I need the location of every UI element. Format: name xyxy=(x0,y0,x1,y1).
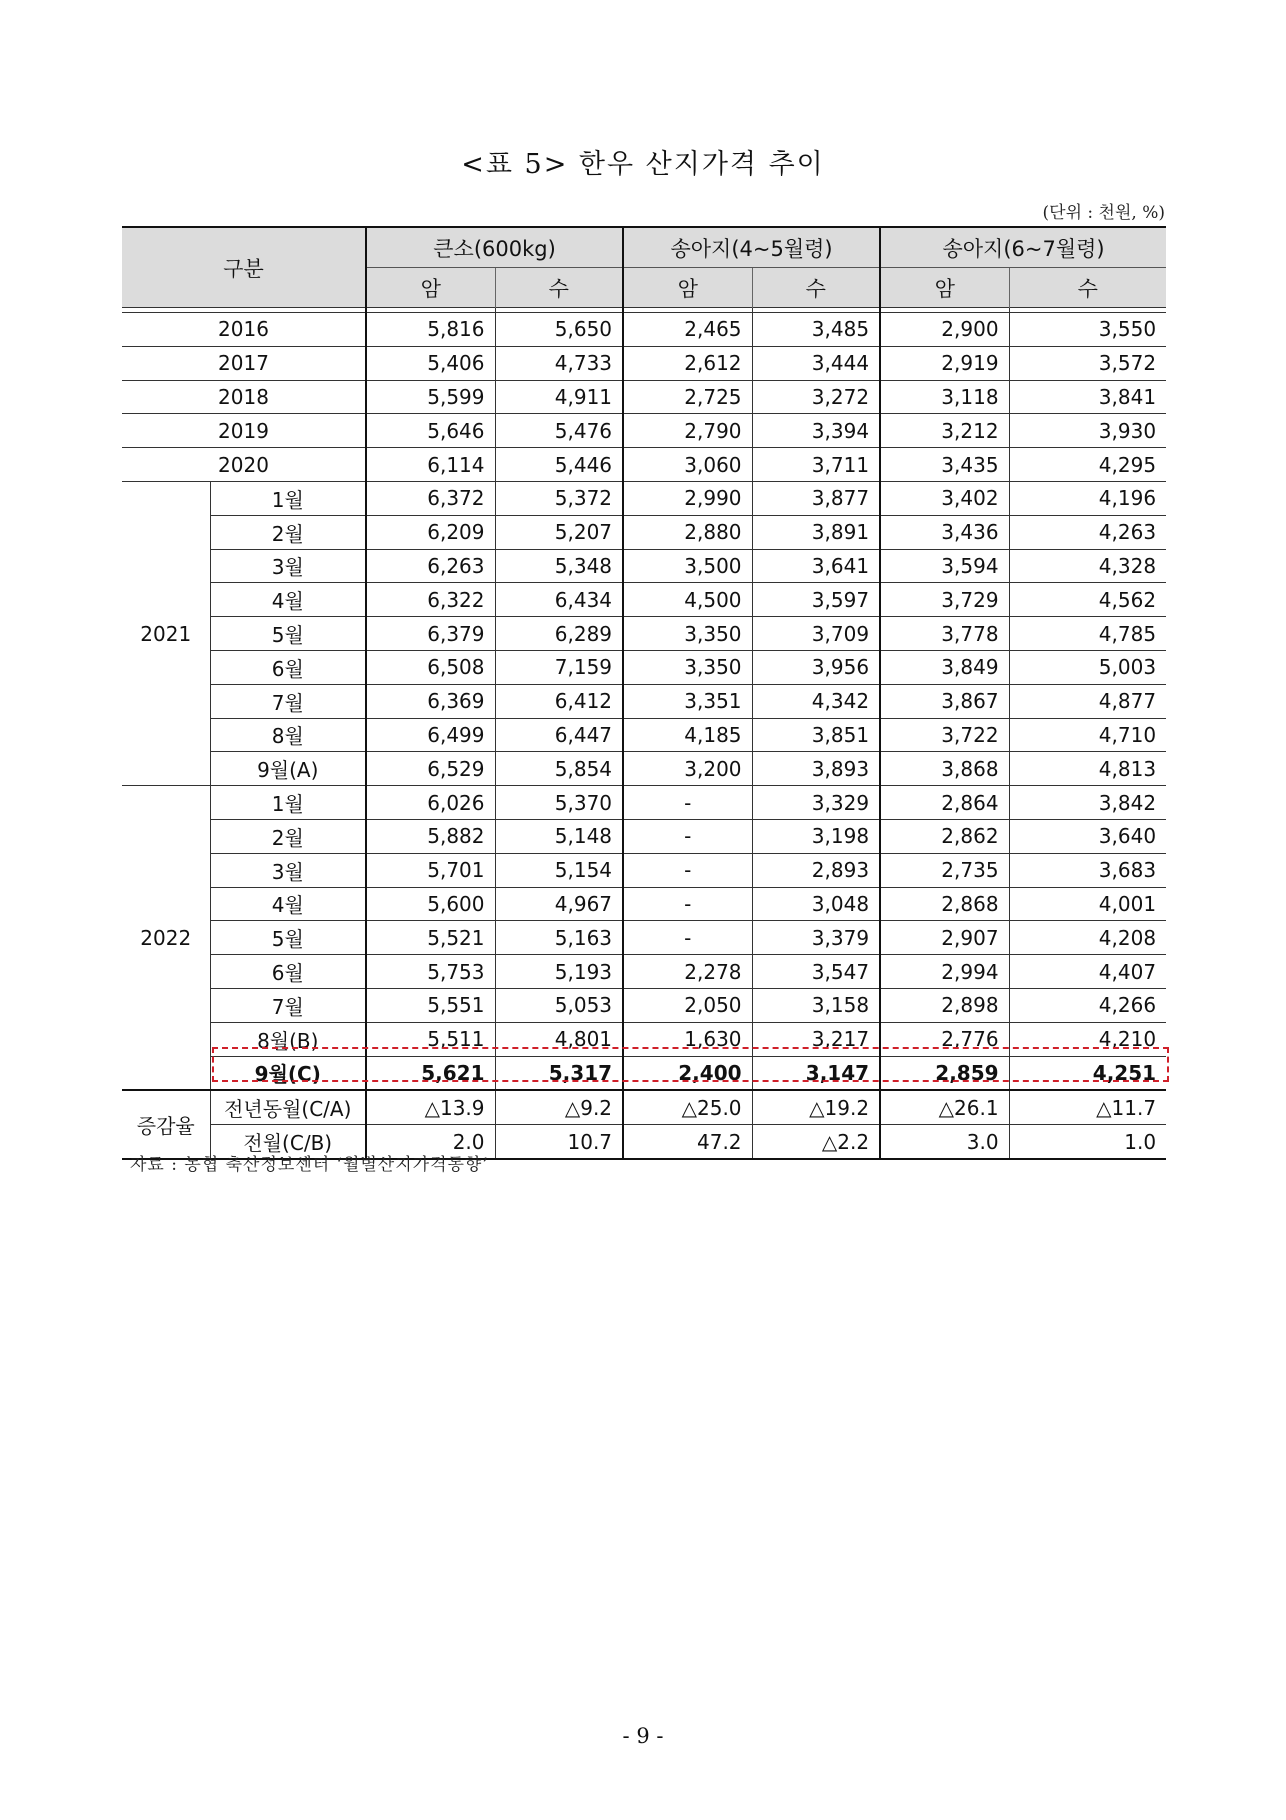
table-cell: 5,816 xyxy=(366,313,495,347)
table-cell: 4,785 xyxy=(1009,617,1166,651)
row-label: 2020 xyxy=(122,448,366,482)
table-row xyxy=(122,515,1166,549)
table-cell: 5,348 xyxy=(495,549,623,583)
table-cell: 2,868 xyxy=(880,887,1009,921)
table-cell: - xyxy=(623,786,752,820)
table-cell: 5,476 xyxy=(495,414,623,448)
table-cell: 3,547 xyxy=(752,955,880,989)
table-cell: 3,851 xyxy=(752,718,880,752)
table-cell: △11.7 xyxy=(1009,1090,1166,1124)
table-cell: 5,193 xyxy=(495,955,623,989)
table-cell: 6,263 xyxy=(366,549,495,583)
table-cell: 6,289 xyxy=(495,617,623,651)
table-cell: 2.0 xyxy=(366,1125,495,1159)
table-cell: 5,370 xyxy=(495,786,623,820)
month-label: 9월(A) xyxy=(210,752,366,786)
table-cell: 2,864 xyxy=(880,786,1009,820)
month-label: 7월 xyxy=(210,684,366,718)
table-cell: 2,859 xyxy=(880,1056,1009,1090)
row-label: 2016 xyxy=(122,313,366,347)
table-cell: 5,003 xyxy=(1009,650,1166,684)
table-cell: 3,402 xyxy=(880,481,1009,515)
table-cell: 3,444 xyxy=(752,346,880,380)
year-label-2021: 2021 xyxy=(122,481,210,785)
table-cell: 3,849 xyxy=(880,650,1009,684)
table-row xyxy=(122,583,1166,617)
table-cell: 3,158 xyxy=(752,988,880,1022)
header-sub-male: 수 xyxy=(1009,268,1166,308)
table-cell: 4,967 xyxy=(495,887,623,921)
table-cell: 6,114 xyxy=(366,448,495,482)
table-cell: 3,147 xyxy=(752,1056,880,1090)
table-cell: 2,898 xyxy=(880,988,1009,1022)
month-label: 7월 xyxy=(210,988,366,1022)
table-cell: 4,251 xyxy=(1009,1056,1166,1090)
table-cell: 3,379 xyxy=(752,921,880,955)
table-cell: 5,053 xyxy=(495,988,623,1022)
month-label: 2월 xyxy=(210,515,366,549)
table-cell: 5,406 xyxy=(366,346,495,380)
table-cell: △25.0 xyxy=(623,1090,752,1124)
table-cell: 6,209 xyxy=(366,515,495,549)
table-cell: 3,877 xyxy=(752,481,880,515)
header-sub-female: 암 xyxy=(366,268,495,308)
month-label: 6월 xyxy=(210,955,366,989)
table-cell: - xyxy=(623,853,752,887)
price-table xyxy=(122,226,1166,1160)
table-cell: 3,729 xyxy=(880,583,1009,617)
table-cell: 3,435 xyxy=(880,448,1009,482)
table-cell: 6,447 xyxy=(495,718,623,752)
month-label: 3월 xyxy=(210,853,366,887)
table-cell: 4,877 xyxy=(1009,684,1166,718)
table-cell: 5,521 xyxy=(366,921,495,955)
table-cell: 3,778 xyxy=(880,617,1009,651)
table-cell: △26.1 xyxy=(880,1090,1009,1124)
table-cell: 5,600 xyxy=(366,887,495,921)
table-cell: 5,154 xyxy=(495,853,623,887)
row-label: 2019 xyxy=(122,414,366,448)
table-cell: 6,372 xyxy=(366,481,495,515)
table-cell: 3,394 xyxy=(752,414,880,448)
month-label: 1월 xyxy=(210,786,366,820)
table-cell: 6,369 xyxy=(366,684,495,718)
table-cell: 2,050 xyxy=(623,988,752,1022)
table-cell: 5,148 xyxy=(495,819,623,853)
table-row xyxy=(122,752,1166,786)
table-cell: 4,266 xyxy=(1009,988,1166,1022)
table-cell: △9.2 xyxy=(495,1090,623,1124)
table-row xyxy=(122,414,1166,448)
table-cell: 3,893 xyxy=(752,752,880,786)
table-cell: 2,278 xyxy=(623,955,752,989)
table-cell: 4,001 xyxy=(1009,887,1166,921)
month-label: 4월 xyxy=(210,583,366,617)
source-note: 자료 : 농협 축산정보센터 ‘월별산지가격동향’ xyxy=(130,1155,489,1175)
table-cell: 3,350 xyxy=(623,617,752,651)
table-cell: 4,185 xyxy=(623,718,752,752)
table-cell: 3,351 xyxy=(623,684,752,718)
table-cell: 3,485 xyxy=(752,313,880,347)
rate-label: 증감율 xyxy=(122,1090,210,1159)
table-cell: 2,907 xyxy=(880,921,1009,955)
table-cell: 3,709 xyxy=(752,617,880,651)
table-cell: 3,500 xyxy=(623,549,752,583)
header-group-calf-4-5: 송아지(4~5월령) xyxy=(623,227,880,268)
table-cell: 4,263 xyxy=(1009,515,1166,549)
table-cell: 3.0 xyxy=(880,1125,1009,1159)
table-cell: 6,322 xyxy=(366,583,495,617)
table-cell: 5,163 xyxy=(495,921,623,955)
table-cell: 4,342 xyxy=(752,684,880,718)
table-cell: 5,446 xyxy=(495,448,623,482)
table-cell: 3,867 xyxy=(880,684,1009,718)
table-cell: 5,753 xyxy=(366,955,495,989)
table-cell: 3,891 xyxy=(752,515,880,549)
table-cell: 5,372 xyxy=(495,481,623,515)
table-cell: 2,994 xyxy=(880,955,1009,989)
table-cell: 6,026 xyxy=(366,786,495,820)
table-cell: 4,562 xyxy=(1009,583,1166,617)
table-cell: 4,813 xyxy=(1009,752,1166,786)
table-cell: 5,882 xyxy=(366,819,495,853)
table-cell: 3,868 xyxy=(880,752,1009,786)
header-category: 구분 xyxy=(122,227,366,308)
year-label-2022: 2022 xyxy=(122,786,210,1091)
table-cell: 4,196 xyxy=(1009,481,1166,515)
table-cell: 2,919 xyxy=(880,346,1009,380)
table-cell: 6,379 xyxy=(366,617,495,651)
table-cell: - xyxy=(623,921,752,955)
table-cell: 2,900 xyxy=(880,313,1009,347)
table-row xyxy=(122,684,1166,718)
table-cell: 3,572 xyxy=(1009,346,1166,380)
table-cell: 3,594 xyxy=(880,549,1009,583)
header-sub-male: 수 xyxy=(495,268,623,308)
table-cell: 4,710 xyxy=(1009,718,1166,752)
highlighted-row xyxy=(122,1056,1166,1090)
header-group-calf-6-7: 송아지(6~7월령) xyxy=(880,227,1166,268)
table-cell: 3,350 xyxy=(623,650,752,684)
header-sub-female: 암 xyxy=(880,268,1009,308)
table-cell: 4,801 xyxy=(495,1022,623,1056)
table-cell: △13.9 xyxy=(366,1090,495,1124)
table-row xyxy=(122,346,1166,380)
table-cell: 3,930 xyxy=(1009,414,1166,448)
table-cell: 2,862 xyxy=(880,819,1009,853)
table-cell: 4,407 xyxy=(1009,955,1166,989)
table-row xyxy=(122,988,1166,1022)
table-row xyxy=(122,955,1166,989)
table-cell: 3,217 xyxy=(752,1022,880,1056)
table-row xyxy=(122,718,1166,752)
table-cell: 3,550 xyxy=(1009,313,1166,347)
month-label: 3월 xyxy=(210,549,366,583)
table-cell: 4,911 xyxy=(495,380,623,414)
table-cell: 5,599 xyxy=(366,380,495,414)
table-cell: 2,465 xyxy=(623,313,752,347)
table-cell: 6,434 xyxy=(495,583,623,617)
table-cell: 3,597 xyxy=(752,583,880,617)
table-cell: 5,650 xyxy=(495,313,623,347)
table-cell: 4,500 xyxy=(623,583,752,617)
table-cell: 5,511 xyxy=(366,1022,495,1056)
table-row xyxy=(122,549,1166,583)
table-cell: 3,711 xyxy=(752,448,880,482)
header-sub-male: 수 xyxy=(752,268,880,308)
table-cell: 3,842 xyxy=(1009,786,1166,820)
page-number: - 9 - xyxy=(622,1724,664,1748)
table-cell: 5,646 xyxy=(366,414,495,448)
table-cell: 1,630 xyxy=(623,1022,752,1056)
table-cell: △2.2 xyxy=(752,1125,880,1159)
table-cell: 4,733 xyxy=(495,346,623,380)
table-cell: 7,159 xyxy=(495,650,623,684)
row-label: 2018 xyxy=(122,380,366,414)
table-cell: - xyxy=(623,887,752,921)
rate-row-label: 전월(C/B) xyxy=(210,1125,366,1159)
month-label: 2월 xyxy=(210,819,366,853)
table-row xyxy=(122,617,1166,651)
table-row xyxy=(122,921,1166,955)
table-cell: 3,048 xyxy=(752,887,880,921)
table-cell: 5,854 xyxy=(495,752,623,786)
month-label: 5월 xyxy=(210,617,366,651)
table-cell: 10.7 xyxy=(495,1125,623,1159)
table-cell: 2,776 xyxy=(880,1022,1009,1056)
table-cell: 6,499 xyxy=(366,718,495,752)
table-row xyxy=(122,313,1166,347)
month-label: 9월(C) xyxy=(210,1056,366,1090)
month-label: 1월 xyxy=(210,481,366,515)
table-cell: 2,790 xyxy=(623,414,752,448)
table-cell: 6,529 xyxy=(366,752,495,786)
table-cell: 4,328 xyxy=(1009,549,1166,583)
table-row xyxy=(122,1090,1166,1124)
table-cell: 3,200 xyxy=(623,752,752,786)
rate-row-label: 전년동월(C/A) xyxy=(210,1090,366,1124)
table-cell: 5,701 xyxy=(366,853,495,887)
table-row xyxy=(122,448,1166,482)
table-cell: 3,841 xyxy=(1009,380,1166,414)
table-row xyxy=(122,1022,1166,1056)
table-cell: 4,208 xyxy=(1009,921,1166,955)
table-cell: 2,612 xyxy=(623,346,752,380)
table-title: <표 5> 한우 산지가격 추이 xyxy=(461,149,825,180)
table-cell: 4,210 xyxy=(1009,1022,1166,1056)
table-cell: 3,060 xyxy=(623,448,752,482)
table-cell: 6,508 xyxy=(366,650,495,684)
table-row xyxy=(122,786,1166,820)
table-row xyxy=(122,481,1166,515)
header-group-large-cattle: 큰소(600kg) xyxy=(366,227,623,268)
month-label: 5월 xyxy=(210,921,366,955)
table-cell: △19.2 xyxy=(752,1090,880,1124)
table-cell: - xyxy=(623,819,752,853)
table-row xyxy=(122,819,1166,853)
table-cell: 5,621 xyxy=(366,1056,495,1090)
table-cell: 1.0 xyxy=(1009,1125,1166,1159)
month-label: 6월 xyxy=(210,650,366,684)
month-label: 8월(B) xyxy=(210,1022,366,1056)
table-row xyxy=(122,650,1166,684)
table-cell: 2,893 xyxy=(752,853,880,887)
table-cell: 5,207 xyxy=(495,515,623,549)
table-cell: 47.2 xyxy=(623,1125,752,1159)
table-cell: 3,329 xyxy=(752,786,880,820)
row-label: 2017 xyxy=(122,346,366,380)
table-cell: 6,412 xyxy=(495,684,623,718)
table-cell: 3,640 xyxy=(1009,819,1166,853)
table-cell: 2,735 xyxy=(880,853,1009,887)
table-cell: 2,880 xyxy=(623,515,752,549)
table-cell: 3,641 xyxy=(752,549,880,583)
table-row xyxy=(122,853,1166,887)
table-cell: 2,725 xyxy=(623,380,752,414)
table-cell: 3,956 xyxy=(752,650,880,684)
header-sub-female: 암 xyxy=(623,268,752,308)
table-cell: 3,118 xyxy=(880,380,1009,414)
table-cell: 3,436 xyxy=(880,515,1009,549)
table-cell: 4,295 xyxy=(1009,448,1166,482)
table-cell: 3,683 xyxy=(1009,853,1166,887)
table-cell: 5,551 xyxy=(366,988,495,1022)
month-label: 4월 xyxy=(210,887,366,921)
table-cell: 2,990 xyxy=(623,481,752,515)
month-label: 8월 xyxy=(210,718,366,752)
table-row xyxy=(122,887,1166,921)
table-cell: 3,198 xyxy=(752,819,880,853)
table-cell: 2,400 xyxy=(623,1056,752,1090)
unit-note: (단위 : 천원, %) xyxy=(1042,203,1165,223)
table-cell: 3,212 xyxy=(880,414,1009,448)
table-cell: 3,272 xyxy=(752,380,880,414)
table-cell: 5,317 xyxy=(495,1056,623,1090)
table-row xyxy=(122,380,1166,414)
table-cell: 3,722 xyxy=(880,718,1009,752)
